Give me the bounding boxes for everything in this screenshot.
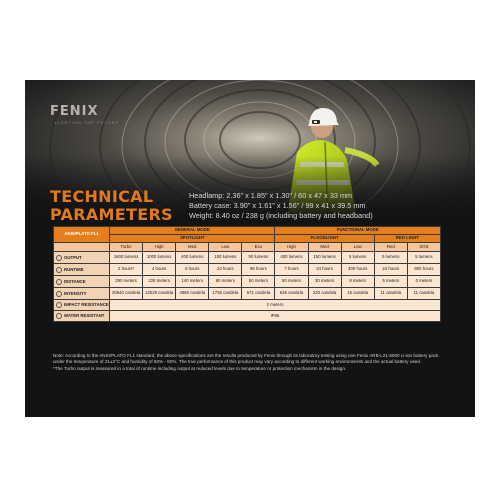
- table-cell: 1000 lumens: [143, 252, 176, 264]
- product-spec-card: [25, 80, 475, 417]
- table-cell: 4889 candela: [176, 288, 209, 300]
- table-cell: 1755 candela: [209, 288, 242, 300]
- level-label: Med: [176, 243, 209, 252]
- level-label: Med: [308, 243, 341, 252]
- table-cell: 30 meters: [308, 276, 341, 288]
- impact-icon: [56, 302, 62, 308]
- table-cell: 96 hours: [242, 264, 275, 276]
- row-label: INTENSITY: [64, 290, 87, 296]
- level-label: Turbo: [110, 243, 143, 252]
- intensity-icon: [56, 291, 62, 297]
- row-label: RUNTIME: [64, 266, 84, 272]
- impact-value: 2 meters: [110, 300, 441, 311]
- row-label: DISTANCE: [64, 278, 86, 284]
- table-row-distance: [54, 276, 441, 288]
- table-cell: 140 meters: [176, 276, 209, 288]
- brand-logo: FENIX: [50, 104, 99, 119]
- table-cell: 2 hours*: [110, 264, 143, 276]
- brand-tagline: LIGHTING THE FUTURE: [55, 120, 120, 125]
- title-line-1: TECHNICAL: [50, 187, 154, 206]
- table-row-water: [54, 311, 441, 322]
- title-line-2: PARAMETERS: [50, 205, 173, 224]
- table-cell: 5 lumens: [374, 252, 407, 264]
- table-cell: 50 lumens: [242, 252, 275, 264]
- table-cell: 400 lumens: [176, 252, 209, 264]
- table-cell: 4 hours: [143, 264, 176, 276]
- floodlight-header: FLOODLIGHT: [275, 235, 374, 243]
- table-cell: 8 hours: [176, 264, 209, 276]
- distance-icon: [56, 279, 62, 285]
- table-cell: 5 lumens: [407, 252, 440, 264]
- table-cell: 50 meters: [275, 276, 308, 288]
- table-row-output: [54, 252, 441, 264]
- table-cell: 13028 candela: [143, 288, 176, 300]
- spec-weight: Weight: 8.40 oz / 238 g (including battery and headband): [189, 211, 373, 220]
- table-cell: 400 hours: [341, 264, 374, 276]
- table-cell: 571 candela: [242, 288, 275, 300]
- output-icon: [56, 255, 62, 261]
- table-cell: 220 candela: [308, 288, 341, 300]
- spec-headlamp: Headlamp: 2.36" x 1.85" x 1.30" / 60 x 47 x 33 mm: [189, 191, 353, 200]
- general-mode-header: GENERAL MODE: [110, 227, 275, 235]
- table-cell: 16 candela: [341, 288, 374, 300]
- level-corner: [54, 243, 110, 252]
- level-label: Low: [341, 243, 374, 252]
- functional-mode-header: FUNCTIONAL MODE: [275, 227, 441, 235]
- level-label: Eco: [242, 243, 275, 252]
- table-cell: 80 meters: [209, 276, 242, 288]
- spotlight-header: SPOTLIGHT: [110, 235, 275, 243]
- table-cell: 1600 lumens: [110, 252, 143, 264]
- level-label: Low: [209, 243, 242, 252]
- footnotes: [53, 353, 448, 372]
- water-value: IP66: [110, 311, 441, 322]
- level-label: Red: [374, 243, 407, 252]
- table-cell: 635 candela: [275, 288, 308, 300]
- red-light-header: RED LIGHT: [374, 235, 440, 243]
- level-label: High: [143, 243, 176, 252]
- level-label: High: [275, 243, 308, 252]
- water-drop-icon: [56, 313, 62, 319]
- row-label: WATER RESISTANT: [64, 313, 105, 319]
- table-corner: ANSI/PLATO FL1: [54, 227, 110, 243]
- table-cell: 24 hours: [374, 264, 407, 276]
- table-cell: 400 lumens: [275, 252, 308, 264]
- table-cell: 800 hours: [407, 264, 440, 276]
- footnote-turbo: *The Turbo output is measured in a total of runtime including output at reduced levels due to temperature or protection mechanism in the design.: [53, 365, 347, 371]
- dimension-specs: [189, 191, 373, 221]
- table-row-intensity: [54, 288, 441, 300]
- row-label: OUTPUT: [64, 254, 82, 260]
- table-cell: 11 candela: [407, 288, 440, 300]
- table-cell: 290 meters: [110, 276, 143, 288]
- table-cell: 50 meters: [242, 276, 275, 288]
- table-row-impact: [54, 300, 441, 311]
- table-cell: 24 hours: [209, 264, 242, 276]
- table-cell: 150 lumens: [308, 252, 341, 264]
- table-cell: 5 lumens: [341, 252, 374, 264]
- table-cell: 7 hours: [275, 264, 308, 276]
- table-cell: 24 hours: [308, 264, 341, 276]
- table-row-runtime: [54, 264, 441, 276]
- section-title: [50, 188, 173, 224]
- footnote-standard: Note: According to the ANSI/PLATO FL1 standard, the above specifications are the results produced by Fenix through its laboratory testing using one Fenix ARB-L21-5000 Li-ion battery pack under the temperature of 21±3°C and humidity of 50% - 80%. The true performance of this product may vary according to different working environments and the actual battery used.: [53, 353, 439, 365]
- parameters-table: [53, 226, 441, 322]
- table-cell: 8 meters: [341, 276, 374, 288]
- spec-battery-case: Battery case: 3.90" x 1.61" x 1.56" / 99 x 41 x 39.5 mm: [189, 201, 366, 210]
- table-cell: 20840 candela: [110, 288, 143, 300]
- level-label: SOS: [407, 243, 440, 252]
- runtime-icon: [56, 267, 62, 273]
- table-cell: 11 candela: [374, 288, 407, 300]
- table-cell: 0 meters: [407, 276, 440, 288]
- table-cell: 228 meters: [143, 276, 176, 288]
- table-cell: 5 meters: [374, 276, 407, 288]
- table-cell: 150 lumens: [209, 252, 242, 264]
- row-label: IMPACT RESISTANCE: [64, 302, 109, 308]
